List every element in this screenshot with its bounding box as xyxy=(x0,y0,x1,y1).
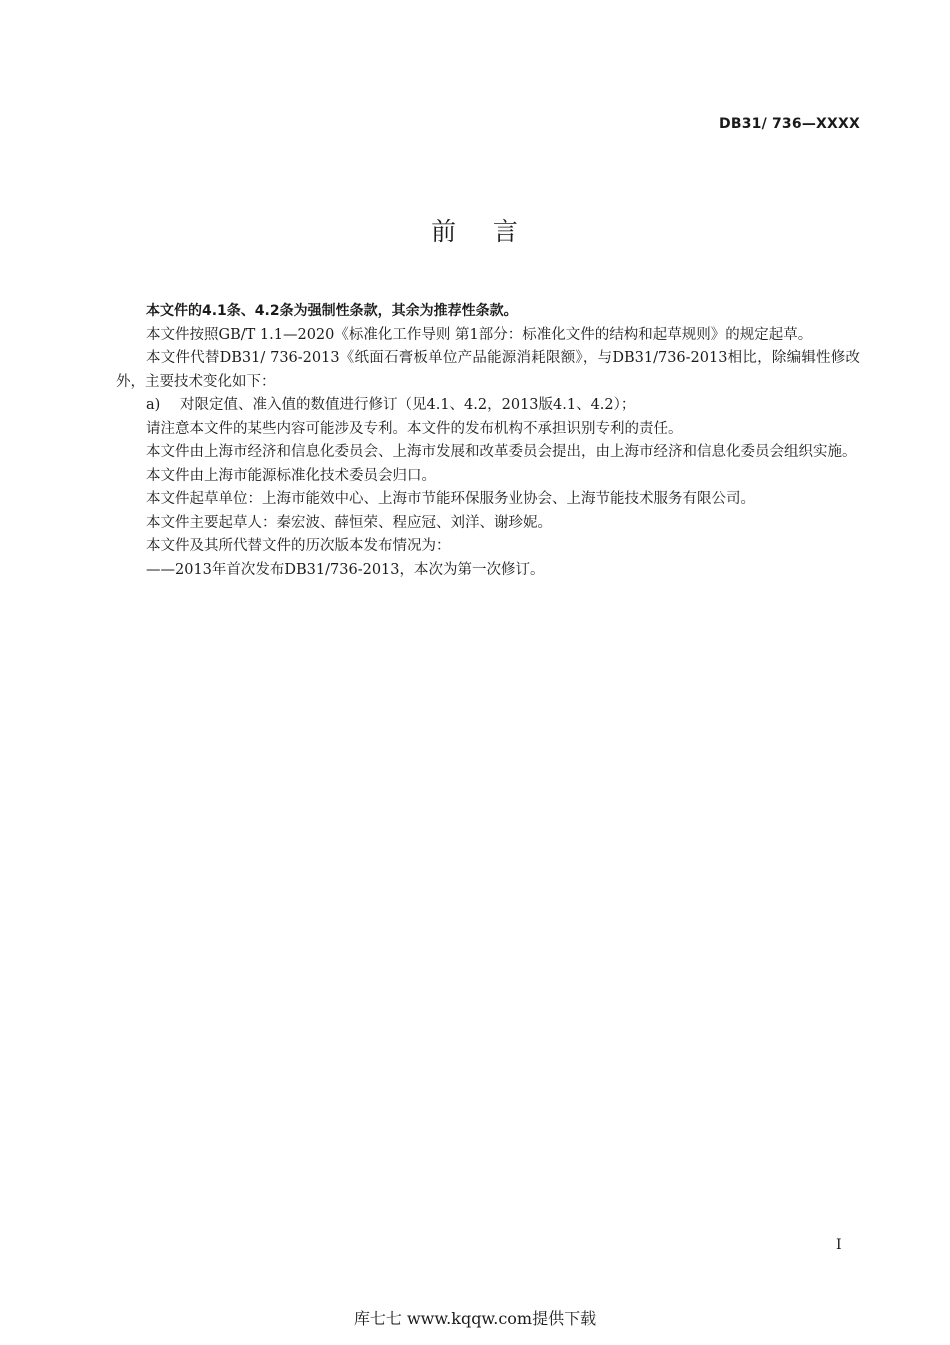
change-list-item xyxy=(116,394,860,418)
patent-notice-paragraph: 请注意本文件的某些内容可能涉及专利。本文件的发布机构不承担识别专利的责任。 xyxy=(146,420,683,437)
drafting-rule-paragraph: 本文件按照GB/T 1.1—2020《标准化工作导则 第1部分：标准化文件的结构和起草规则》的规定起草。 xyxy=(146,326,813,343)
committee-paragraph: 本文件由上海市能源标准化技术委员会归口。 xyxy=(146,467,436,484)
list-item-text: 对限定值、准入值的数值进行修订（见4.1、4.2，2013版4.1、4.2）； xyxy=(180,397,636,413)
document-code: DB31/ 736—XXXX xyxy=(719,116,860,132)
proposer-paragraph: 本文件由上海市经济和信息化委员会、上海市发展和改革委员会提出，由上海市经济和信息化委员会组织实施。 xyxy=(146,444,857,460)
page-number: I xyxy=(836,1237,842,1253)
replacement-paragraph: 本文件代替DB31/ 736-2013《纸面石膏板单位产品能源消耗限额》，与DB31/736-2013相比，除编辑性修改外，主要技术变化如下： xyxy=(116,350,860,390)
list-marker: a) xyxy=(146,397,161,413)
foreword-body xyxy=(116,300,860,582)
mandatory-clause-statement: 本文件的4.1条、4.2条为强制性条款，其余为推荐性条款。 xyxy=(146,303,518,319)
drafters-paragraph: 本文件主要起草人：秦宏波、薛恒荣、程应冠、刘洋、谢珍妮。 xyxy=(146,514,552,531)
download-watermark: 库七七 www.kqqw.com提供下载 xyxy=(353,1309,597,1328)
version-history-intro: 本文件及其所代替文件的历次版本发布情况为： xyxy=(146,538,451,554)
version-history-item: ——2013年首次发布DB31/736-2013，本次为第一次修订。 xyxy=(146,561,545,578)
drafting-units-paragraph: 本文件起草单位：上海市能效中心、上海市节能环保服务业协会、上海节能技术服务有限公司。 xyxy=(146,491,755,507)
page-title: 前 言 xyxy=(431,217,519,246)
